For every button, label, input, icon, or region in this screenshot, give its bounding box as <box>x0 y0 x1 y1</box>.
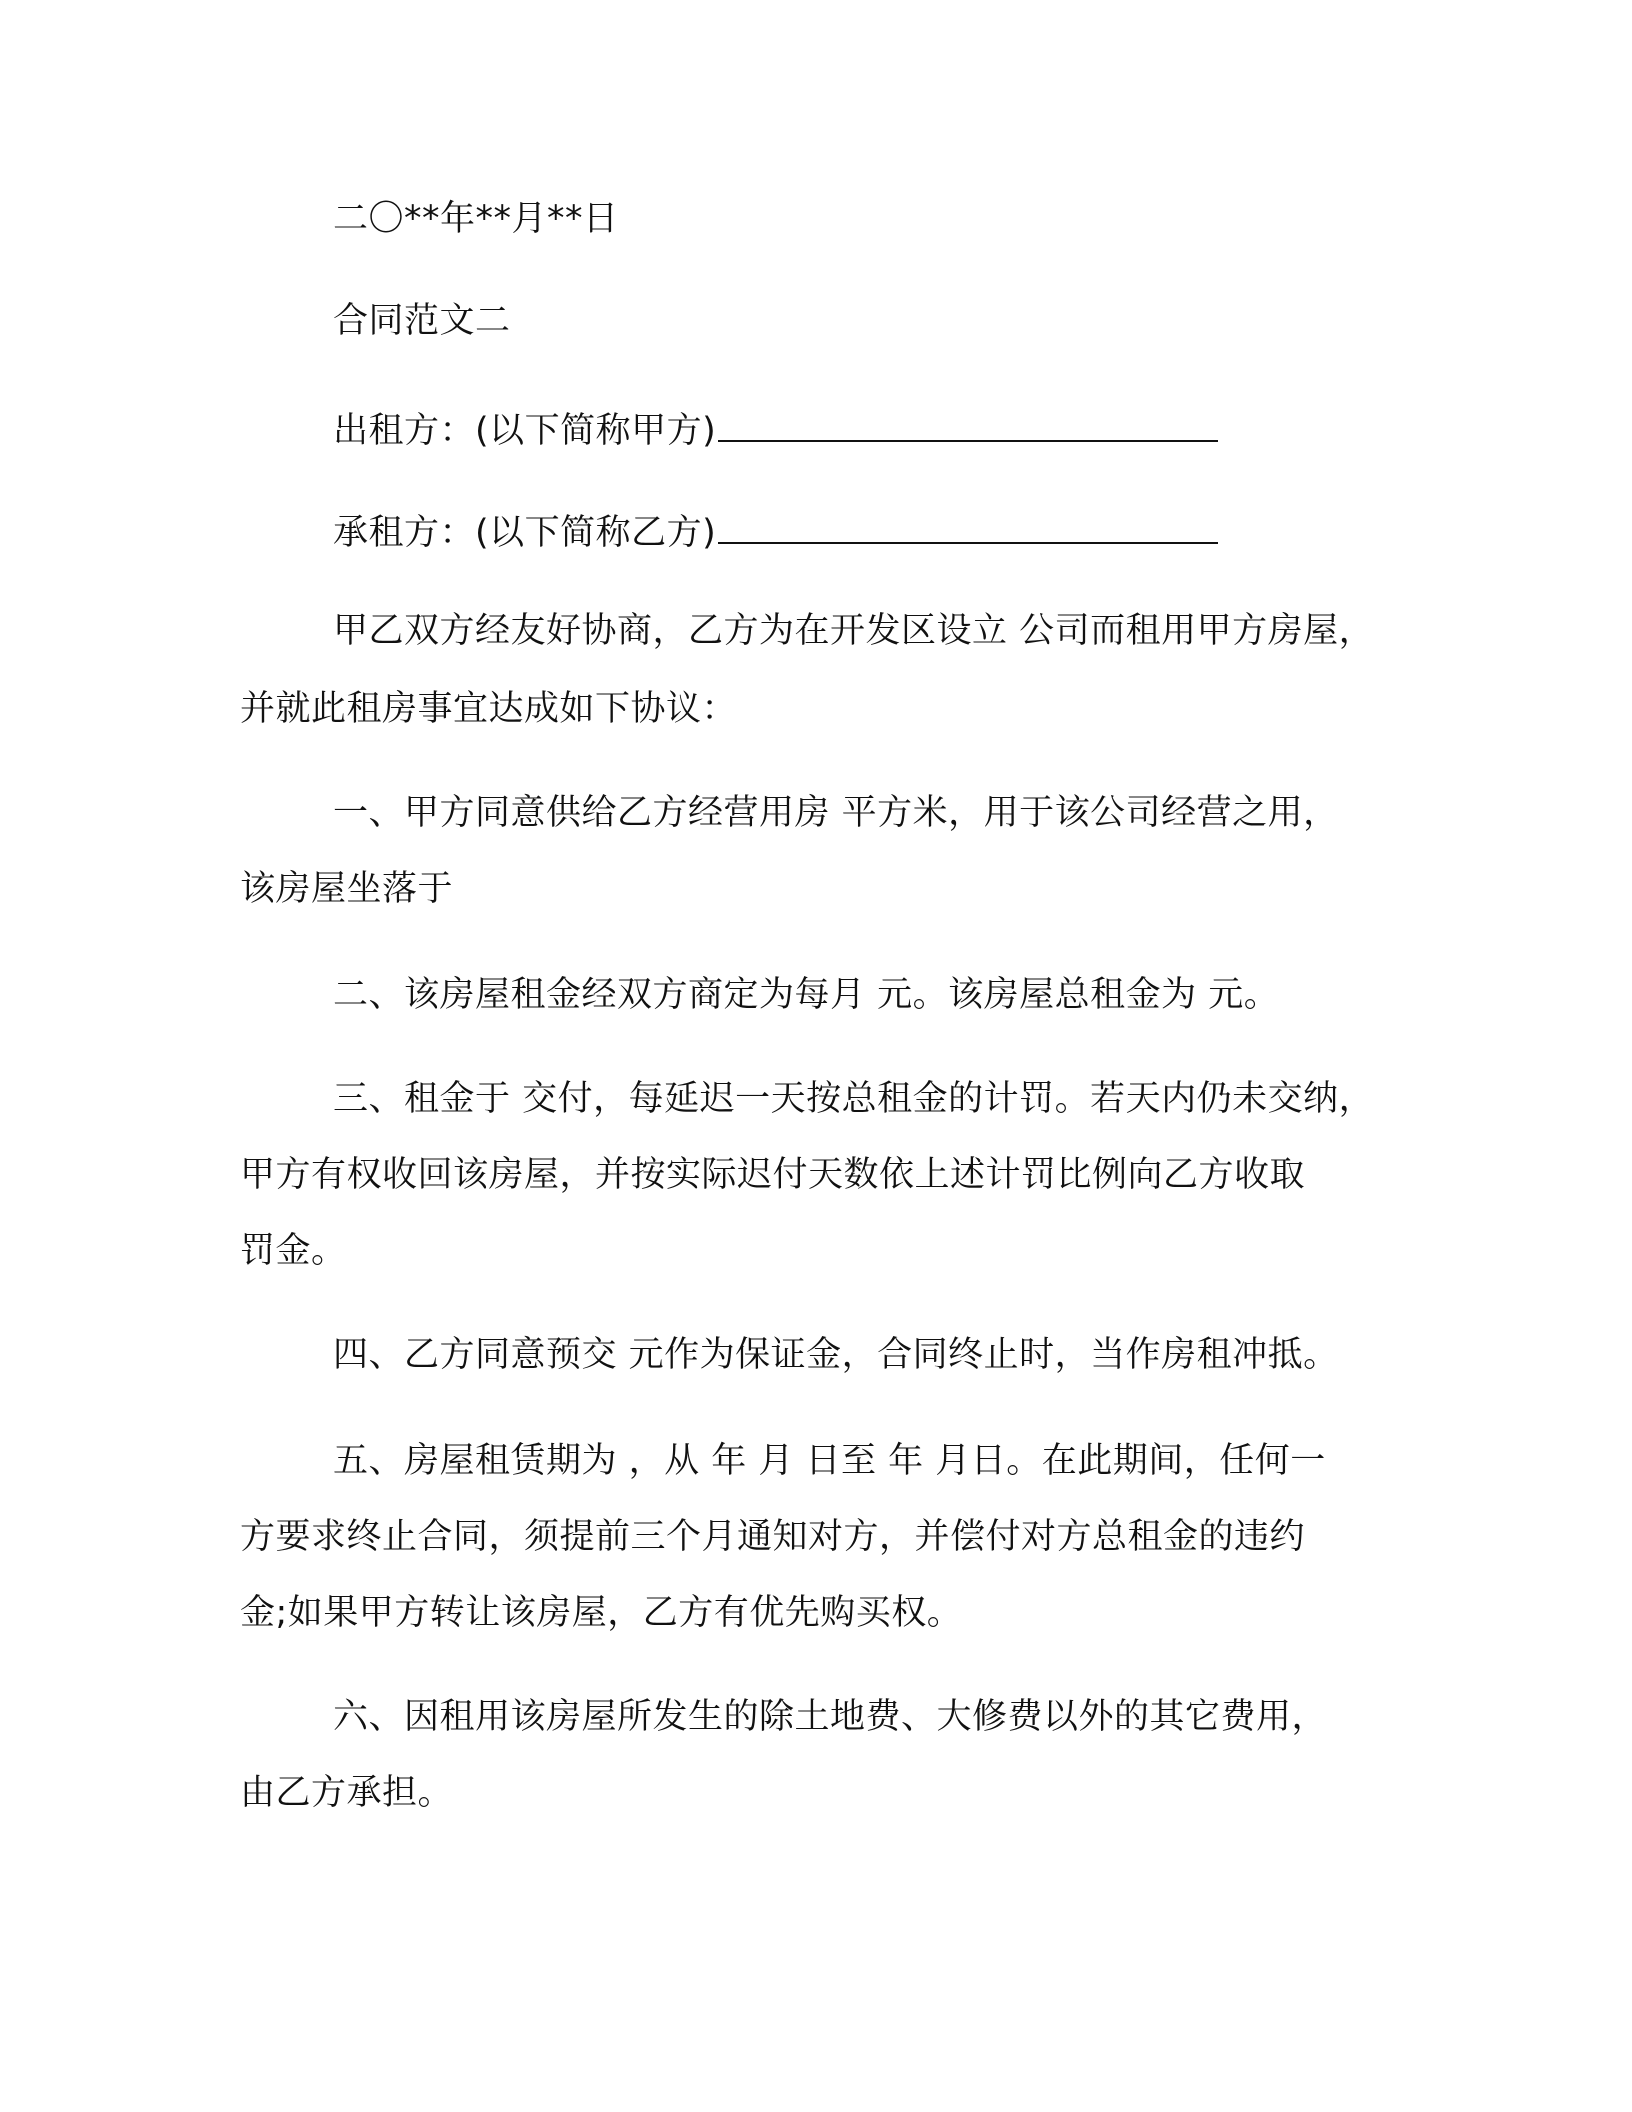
clause-3-line-2: 甲方有权收回该房屋，并按实际迟付天数依上述计罚比例向乙方收取 <box>240 1155 1306 1195</box>
lessor-blank <box>718 410 1218 442</box>
preamble-line-1: 甲乙双方经友好协商，乙方为在开发区设立 公司而租用甲方房屋， <box>333 611 1375 651</box>
lessee-label: 承租方： <box>333 513 476 553</box>
clause-6-line-1: 六、因租用该房屋所发生的除土地费、大修费以外的其它费用， <box>333 1697 1328 1737</box>
clause-5-line-2: 方要求终止合同，须提前三个月通知对方，并偿付对方总租金的违约 <box>240 1517 1306 1557</box>
clause-3-line-3: 罚金。 <box>240 1231 347 1271</box>
clause-3-line-1: 三、租金于 交付，每延迟一天按总租金的计罚。若天内仍未交纳， <box>333 1079 1375 1119</box>
clause-1-line-1: 一、甲方同意供给乙方经营用房 平方米，用于该公司经营之用， <box>333 793 1339 833</box>
lessee-blank <box>718 512 1218 544</box>
date-line: 二〇**年**月**日 <box>333 199 619 239</box>
lessee-line <box>333 512 1218 554</box>
contract-title: 合同范文二 <box>333 301 511 341</box>
clause-5-line-3: 金;如果甲方转让该房屋，乙方有优先购买权。 <box>240 1593 963 1633</box>
lessor-label: 出租方： <box>333 411 476 451</box>
lessor-note: (以下简称甲方) <box>475 411 717 451</box>
clause-6-line-2: 由乙方承担。 <box>240 1773 454 1813</box>
lessor-line <box>333 410 1218 452</box>
clause-5-line-1: 五、房屋租赁期为 ，从 年 月 日至 年 月日。在此期间，任何一 <box>333 1441 1326 1481</box>
clause-1-line-2: 该房屋坐落于 <box>240 869 454 909</box>
clause-2-line-1: 二、该房屋租金经双方商定为每月 元。该房屋总租金为 元。 <box>333 975 1280 1015</box>
preamble-line-2: 并就此租房事宜达成如下协议： <box>240 689 738 729</box>
clause-4-line-1: 四、乙方同意预交 元作为保证金，合同终止时，当作房租冲抵。 <box>333 1335 1339 1375</box>
lessee-note: (以下简称乙方) <box>475 513 717 553</box>
